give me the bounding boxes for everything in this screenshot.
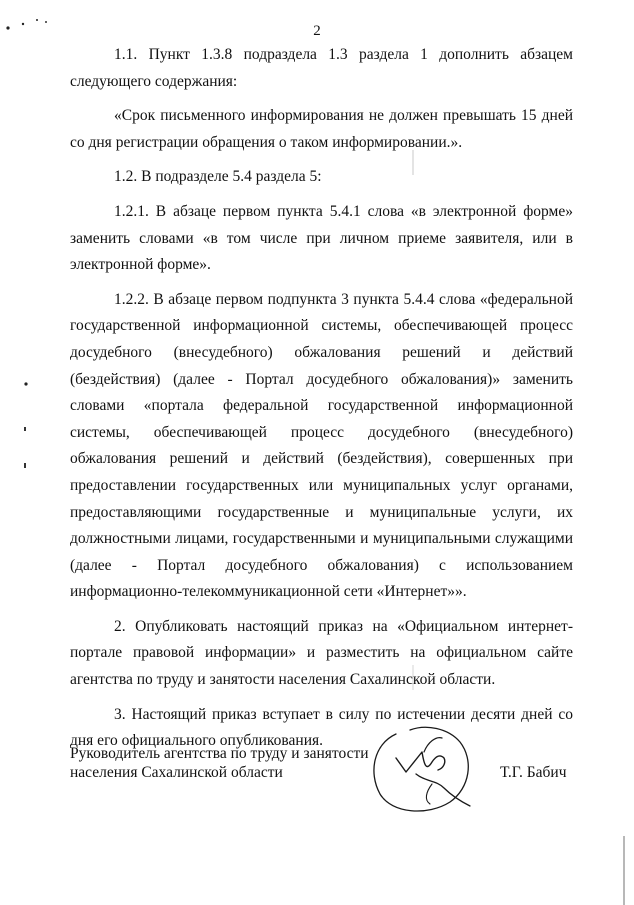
page-number: 2 <box>313 23 321 39</box>
signer-position <box>70 744 370 782</box>
paragraph-2: 2. Опубликовать настоящий приказ на «Официальном интернет-портале правовой информации» и разместить на официальном сайте агентства по труду и занятости населения Сахалинской области. <box>70 617 573 689</box>
paragraph-quote: «Срок письменного информирования не должен превышать 15 дней со дня регистрации обращения о таком информировании.». <box>70 107 573 151</box>
signer-name: Т.Г. Бабич <box>500 764 567 781</box>
document-body <box>70 42 573 755</box>
paragraph-1-2: 1.2. В подразделе 5.4 раздела 5: <box>114 168 322 186</box>
paragraph-1-2-1: 1.2.1. В абзаце первом пункта 5.4.1 слова «в электронной форме» заменить словами «в том числе при личном приеме заявителя, или в электронной форме». <box>70 202 573 274</box>
paragraph-3: 3. Настоящий приказ вступает в силу по истечении десяти дней со дня его официального опубликования. <box>70 705 573 750</box>
signer-position-line-1: Руководитель агентства по труду и занятости <box>70 745 369 762</box>
signer-position-line-2: населения Сахалинской области <box>70 764 283 781</box>
paragraph-1-1: 1.1. Пункт 1.3.8 подраздела 1.3 раздела 1 дополнить абзацем следующего содержания: <box>70 46 573 90</box>
handwritten-signature <box>366 722 476 818</box>
paragraph-1-2-2: 1.2.2. В абзаце первом подпункта 3 пункта 5.4.4 слова «федеральной государственной информационной системы, обеспечивающей процесс досудебного (внесудебного) обжалования решений и действий (бездействия) (далее - Портал досудебного обжалования)» заменить словами «портала федеральной государственной информационной системы, обеспечивающей процесс досудебного (внесудебного) обжалования решений и действий (бездействия), совершенных при предоставлении государственных или муниципальных услуг органами, предоставляющими государственные и муниципальные услуги, их должностными лицами, государственными и муниципальными служащими (далее - Портал досудебного обжалования) с использованием информационно-телекоммуникационной сети «Интернет»». <box>70 290 573 601</box>
